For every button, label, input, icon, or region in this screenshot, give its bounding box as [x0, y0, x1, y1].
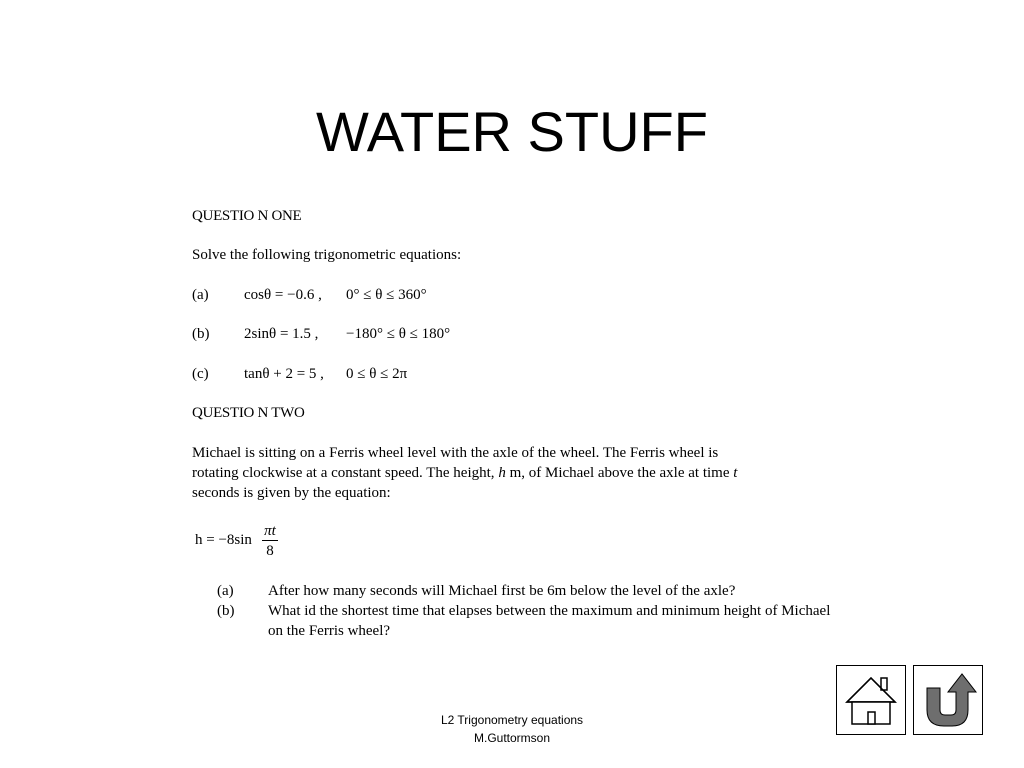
- u-turn-arrow-icon: [914, 666, 982, 734]
- question-two-intro: [192, 443, 852, 503]
- sub-question-label: (a): [217, 583, 234, 599]
- sub-question-label: (b): [217, 603, 235, 619]
- question-one-instruction: Solve the following trigonometric equations:: [192, 247, 462, 263]
- domain: 0° ≤ θ ≤ 360°: [346, 287, 427, 303]
- sub-question-list: [217, 581, 837, 641]
- part-label: (c): [192, 366, 209, 382]
- equation: tanθ + 2 = 5 ,: [244, 366, 324, 382]
- fraction-denominator: 8: [266, 543, 274, 559]
- fraction-numerator: πt: [264, 523, 276, 539]
- part-label: (b): [192, 326, 210, 342]
- return-button[interactable]: [913, 665, 983, 735]
- domain: −180° ≤ θ ≤ 180°: [346, 326, 451, 342]
- domain: 0 ≤ θ ≤ 2π: [346, 366, 408, 382]
- intro-line-3: seconds is given by the equation:: [192, 485, 391, 501]
- intro-line-2a: rotating clockwise at a constant speed. The height,: [192, 465, 499, 481]
- footer-course: L2 Trigonometry equations: [440, 713, 584, 727]
- sub-question-text: After how many seconds will Michael first be 6m below the level of the axle?: [268, 583, 736, 599]
- question-one-heading: QUESTIO N ONE: [192, 208, 302, 224]
- footer-author: M.Guttormson: [473, 731, 551, 745]
- variable-h: h: [498, 465, 506, 481]
- variable-t: t: [733, 465, 738, 481]
- home-icon: [837, 666, 905, 734]
- part-label: (a): [192, 287, 209, 303]
- intro-line-1: Michael is sitting on a Ferris wheel level with the axle of the wheel. The Ferris wheel is: [192, 445, 719, 461]
- question-two-heading: QUESTIO N TWO: [192, 405, 305, 421]
- sub-question-text: What id the shortest time that elapses between the maximum and minimum height of Michael on the Ferris wheel?: [268, 603, 831, 639]
- home-button[interactable]: [836, 665, 906, 735]
- sub-question: [217, 601, 837, 641]
- equation-lhs: h = −8sin: [195, 532, 252, 548]
- intro-line-2b: m, of Michael above the axle at time: [505, 465, 734, 481]
- fraction: [262, 522, 278, 561]
- slide-title: WATER STUFF: [316, 100, 708, 163]
- slide-footer: [412, 711, 612, 747]
- sub-question: [217, 581, 837, 601]
- equation: cosθ = −0.6 ,: [244, 287, 322, 303]
- equation: 2sinθ = 1.5 ,: [244, 326, 319, 342]
